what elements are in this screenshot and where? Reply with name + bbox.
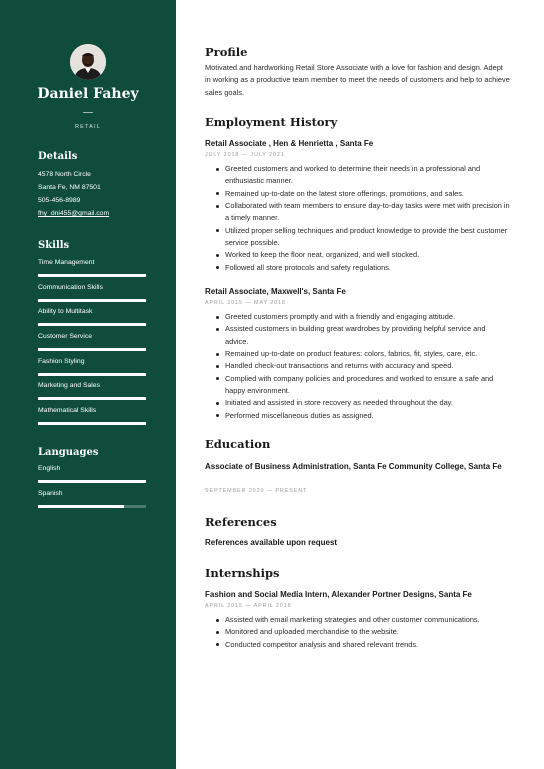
skill-item bbox=[38, 308, 146, 321]
candidate-name: Daniel Fahey bbox=[37, 86, 139, 102]
skill-bar bbox=[38, 299, 146, 302]
language-bar-fill bbox=[38, 505, 124, 508]
job-dates: JULY 2018 — JULY 2021 bbox=[205, 152, 285, 158]
skill-bar bbox=[38, 274, 146, 277]
skill-item bbox=[38, 407, 146, 420]
job-bullets bbox=[215, 163, 510, 274]
list-item: Greeted customers promptly and with a friendly and engaging attitude. bbox=[215, 311, 510, 323]
profile-heading: Profile bbox=[205, 45, 248, 59]
internship-title: Fashion and Social Media Intern, Alexander Portner Designs, Santa Fe bbox=[205, 590, 472, 599]
language-item bbox=[38, 490, 146, 503]
education-dates: SEPTEMBER 2020 — PRESENT bbox=[205, 488, 308, 494]
education-title: Associate of Business Administration, Santa Fe Community College, Santa Fe bbox=[205, 462, 502, 471]
list-item: Followed all store protocols and safety regulations. bbox=[215, 262, 510, 274]
internships-heading: Internships bbox=[205, 566, 280, 580]
language-bar-fill bbox=[38, 480, 146, 483]
list-item: Remained up-to-date on the latest store offerings, promotions, and sales. bbox=[215, 188, 510, 200]
skill-bar-fill bbox=[38, 397, 146, 400]
list-item: Initiated and assisted in store recovery as needed throughout the day. bbox=[215, 397, 510, 409]
references-heading: References bbox=[205, 515, 277, 529]
skill-item bbox=[38, 259, 146, 272]
sidebar bbox=[0, 0, 176, 769]
skill-bar-fill bbox=[38, 422, 146, 425]
job-dates: APRIL 2015 — MAY 2018 bbox=[205, 300, 286, 306]
skill-label: Communication Skills bbox=[38, 284, 103, 291]
skill-item bbox=[38, 333, 146, 346]
details-phone: 505-456-8989 bbox=[38, 197, 81, 204]
employment-heading: Employment History bbox=[205, 115, 338, 129]
skill-bar bbox=[38, 348, 146, 351]
list-item: Remained up-to-date on product features: colors, fabrics, fit, styles, care, etc. bbox=[215, 348, 510, 360]
details-heading: Details bbox=[38, 151, 78, 162]
skill-bar bbox=[38, 422, 146, 425]
language-bar bbox=[38, 505, 146, 508]
skill-bar bbox=[38, 373, 146, 376]
job-bullets bbox=[215, 311, 510, 422]
list-item: Assisted with email marketing strategies and other customer communications. bbox=[215, 614, 510, 626]
person-photo-icon bbox=[70, 44, 106, 80]
language-item bbox=[38, 465, 146, 478]
language-bar bbox=[38, 480, 146, 483]
skill-label: Ability to Multitask bbox=[38, 308, 93, 315]
skill-bar-fill bbox=[38, 373, 146, 376]
skill-item bbox=[38, 358, 146, 371]
skill-bar-fill bbox=[38, 348, 146, 351]
details-email[interactable] bbox=[38, 207, 109, 220]
list-item: Worked to keep the floor neat, organized, and well stocked. bbox=[215, 249, 510, 261]
list-item: Performed miscellaneous duties as assigned. bbox=[215, 410, 510, 422]
skill-bar bbox=[38, 323, 146, 326]
details-street: 4578 North Circle bbox=[38, 171, 91, 178]
skill-label: Time Management bbox=[38, 259, 95, 266]
list-item: Monitored and uploaded merchandise to the website. bbox=[215, 626, 510, 638]
internship-dates: APRIL 2015 — APRIL 2016 bbox=[205, 603, 292, 609]
skill-bar-fill bbox=[38, 274, 146, 277]
skill-bar-fill bbox=[38, 299, 146, 302]
skill-label: Marketing and Sales bbox=[38, 382, 100, 389]
skill-label: Fashion Styling bbox=[38, 358, 85, 365]
language-label: Spanish bbox=[38, 490, 63, 497]
profile-text: Motivated and hardworking Retail Store Associate with a love for fashion and design. Adept in working as a productive team member to meet the needs of customers and help to achieve sales goals. bbox=[205, 63, 510, 97]
list-item: Handled check-out transactions and returns with accuracy and speed. bbox=[215, 360, 510, 372]
avatar bbox=[70, 44, 106, 80]
skill-bar bbox=[38, 397, 146, 400]
language-label: English bbox=[38, 465, 61, 472]
languages-heading: Languages bbox=[38, 447, 99, 458]
list-item: Greeted customers and worked to determine their needs in a professional and enthusiastic manner. bbox=[215, 163, 510, 188]
skill-label: Mathematical Skills bbox=[38, 407, 97, 414]
job-title: Retail Associate , Hen & Henrietta , Santa Fe bbox=[205, 139, 374, 148]
internship-bullets bbox=[215, 614, 510, 651]
details-city: Santa Fe, NM 87501 bbox=[38, 184, 101, 191]
email-link[interactable]: fhy_dni455@gmail.com bbox=[38, 210, 110, 217]
skill-item bbox=[38, 284, 146, 297]
list-item: Assisted customers in building great wardrobes by providing helpful service and advice. bbox=[215, 323, 510, 348]
name-divider bbox=[83, 112, 93, 113]
candidate-role: RETAIL bbox=[74, 124, 102, 130]
skill-item bbox=[38, 382, 146, 395]
references-text: References available upon request bbox=[205, 538, 338, 547]
skills-heading: Skills bbox=[38, 240, 70, 251]
list-item: Conducted competitor analysis and shared relevant trends. bbox=[215, 639, 510, 651]
job-title: Retail Associate, Maxwell's, Santa Fe bbox=[205, 287, 346, 296]
skill-bar-fill bbox=[38, 323, 146, 326]
list-item: Complied with company policies and procedures and worked to ensure a safe and happy environment. bbox=[215, 373, 510, 398]
education-heading: Education bbox=[205, 437, 271, 451]
list-item: Utilized proper selling techniques and product knowledge to provide the best customer service possible. bbox=[215, 225, 510, 250]
list-item: Collaborated with team members to ensure day-to-day tasks were met with precision in a timely manner. bbox=[215, 200, 510, 225]
skill-label: Customer Service bbox=[38, 333, 93, 340]
